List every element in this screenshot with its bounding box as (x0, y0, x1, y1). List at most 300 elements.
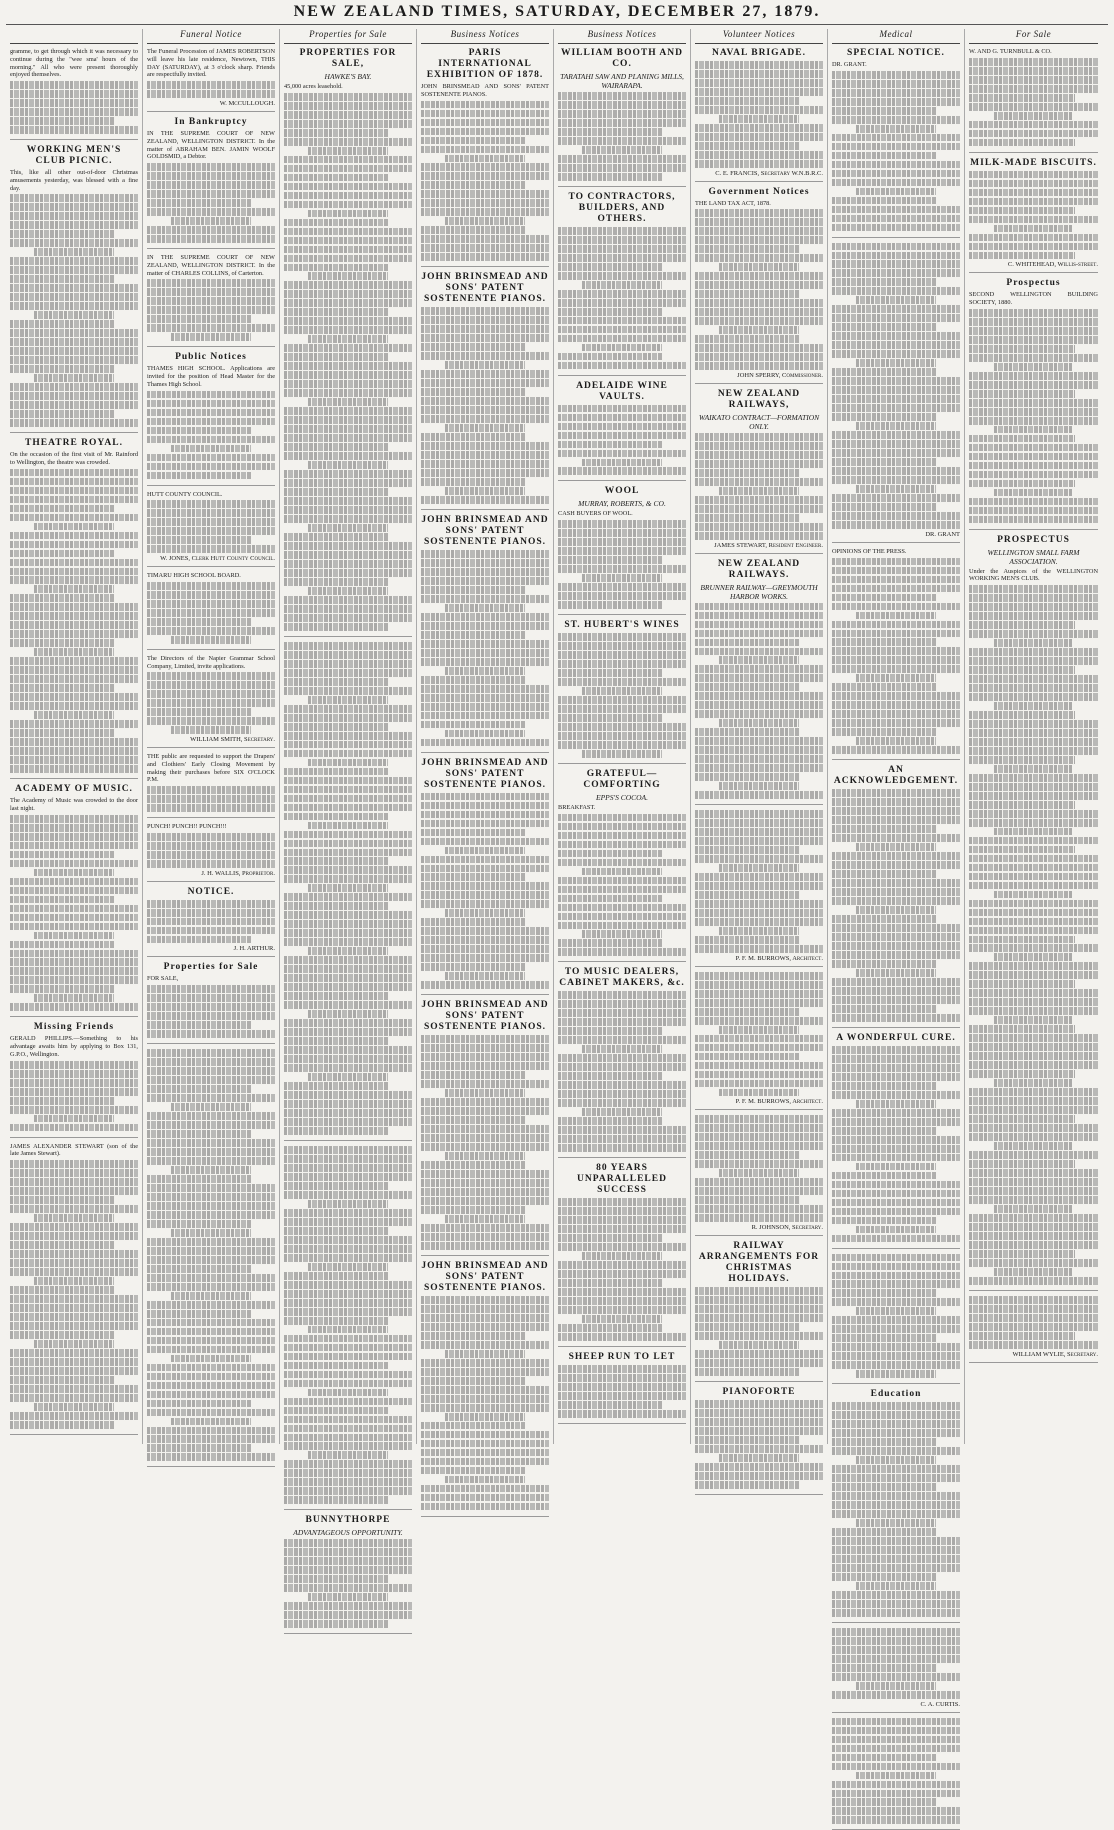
text-line (10, 923, 138, 931)
notice-signature: C. E. FRANCIS, Secretary W.N.B.R.C. (715, 169, 823, 177)
text-line (284, 542, 412, 550)
text-line (719, 326, 798, 334)
text-line (832, 1361, 960, 1369)
notice-signature: JAMES STEWART, Resident Engineer. (714, 541, 823, 549)
text-line (284, 1164, 412, 1172)
text-line (171, 1229, 250, 1237)
text-line (421, 900, 549, 908)
text-line (832, 1109, 960, 1117)
text-line (284, 425, 412, 433)
text-line (147, 1337, 275, 1345)
text-line (284, 1281, 412, 1289)
text-line (832, 1465, 960, 1473)
text-line (10, 738, 138, 746)
text-line (832, 1172, 937, 1180)
notice-fine-print (832, 243, 960, 529)
text-line (147, 1444, 252, 1452)
text-line (421, 415, 549, 423)
text-line (969, 819, 1098, 827)
text-line (308, 1073, 387, 1081)
text-line (832, 924, 960, 932)
notice-block (147, 352, 275, 485)
text-line (558, 1090, 686, 1098)
text-line (284, 515, 412, 523)
text-line (969, 1296, 1098, 1304)
text-line (171, 1418, 250, 1426)
column-1 (6, 29, 143, 1444)
notice-title: TO MUSIC DEALERS, CABINET MAKERS, &c. (559, 967, 685, 989)
text-line (10, 1232, 138, 1240)
text-line (695, 810, 823, 818)
notice-text: JOHN BRINSMEAD AND SONS' PATENT SOSTENENTE PIANOS. (421, 83, 549, 98)
text-line (147, 1310, 252, 1318)
notice-block (558, 1163, 686, 1347)
text-line (147, 1274, 275, 1282)
text-line (421, 1494, 549, 1502)
text-line (10, 1421, 115, 1429)
text-line (994, 363, 1074, 371)
text-line (421, 307, 549, 315)
text-line (284, 1155, 412, 1163)
text-line (284, 938, 412, 946)
notice-title: AN ACKNOWLEDGEMENT. (833, 765, 959, 787)
notice-signature: WILLIAM SMITH, Secretary. (190, 736, 275, 744)
text-line (10, 1205, 138, 1213)
text-line (421, 343, 526, 351)
text-line (832, 1492, 960, 1500)
text-line (558, 1018, 686, 1026)
text-line (969, 1250, 1075, 1258)
text-line (10, 230, 115, 238)
text-line (558, 1383, 686, 1391)
text-line (832, 960, 937, 968)
text-line (832, 915, 937, 923)
text-line (10, 621, 138, 629)
text-line (856, 612, 935, 620)
text-line (284, 362, 412, 370)
text-line (558, 939, 663, 947)
text-line (10, 532, 138, 540)
text-line (308, 822, 387, 830)
text-line (832, 1091, 960, 1099)
text-line (832, 567, 960, 575)
text-line (284, 875, 412, 883)
text-line (558, 1225, 686, 1233)
text-line (695, 1214, 823, 1222)
notice-fine-print (969, 309, 1098, 523)
text-line (832, 1254, 960, 1262)
text-line (695, 451, 823, 459)
text-line (994, 1016, 1074, 1024)
notice-block (10, 1022, 138, 1137)
text-line (421, 1053, 549, 1061)
text-line (147, 1085, 252, 1093)
text-line (695, 442, 823, 450)
text-line (284, 443, 389, 451)
notice-fine-print (147, 582, 275, 644)
text-line (969, 1124, 1098, 1132)
text-line (421, 981, 549, 989)
notice-title: Prospectus (1006, 278, 1061, 289)
text-line (695, 209, 823, 217)
text-line (969, 1277, 1098, 1285)
text-line (832, 638, 937, 646)
notice-signature: W. McCULLOUGH. (219, 99, 275, 107)
text-line (558, 1099, 686, 1107)
text-line (10, 1061, 138, 1069)
text-line (284, 1611, 412, 1619)
text-line (34, 932, 113, 940)
notice-title: Education (870, 1389, 922, 1400)
text-line (832, 1474, 960, 1482)
notice-fine-print (147, 279, 275, 341)
text-line (284, 849, 412, 857)
text-line (421, 640, 549, 648)
text-line (10, 302, 138, 310)
text-line (856, 359, 935, 367)
text-line (147, 1364, 275, 1372)
notice-block (10, 438, 138, 779)
text-line (10, 419, 138, 427)
notice-block (147, 572, 275, 650)
text-line (719, 263, 798, 271)
text-line (695, 773, 800, 781)
text-line (969, 58, 1098, 66)
notice-title: WORKING MEN'S CLUB PICNIC. (26, 145, 122, 167)
text-line (147, 1012, 275, 1020)
text-line (421, 945, 549, 953)
text-line (969, 693, 1098, 701)
text-line (421, 613, 549, 621)
text-line (832, 1325, 960, 1333)
text-line (695, 710, 823, 718)
notice-text: Under the Auspices of the WELLINGTON WORKING MEN'S CLUB. (969, 567, 1098, 583)
text-line (719, 864, 798, 872)
text-line (832, 585, 960, 593)
text-line (695, 79, 823, 87)
text-line (558, 92, 686, 100)
text-line (10, 729, 115, 737)
text-line (558, 841, 686, 849)
text-line (284, 326, 412, 334)
text-line (284, 434, 412, 442)
notice-fine-print (695, 810, 823, 953)
notice-fine-print (558, 814, 686, 957)
text-line (558, 556, 663, 564)
text-line (421, 927, 549, 935)
text-line (832, 1181, 960, 1189)
text-line (284, 201, 412, 209)
notice-fine-print (558, 991, 686, 1152)
notice-title: NEW ZEALAND RAILWAYS. (717, 558, 801, 580)
text-line (558, 714, 663, 722)
text-line (421, 721, 526, 729)
text-line (969, 453, 1098, 461)
text-line (695, 1008, 800, 1016)
text-line (421, 325, 549, 333)
text-line (421, 163, 549, 171)
text-line (147, 1094, 275, 1102)
text-line (147, 1121, 275, 1129)
text-line (832, 1298, 960, 1306)
text-line (284, 956, 412, 964)
text-line (695, 299, 823, 307)
text-line (421, 478, 526, 486)
text-line (558, 1306, 686, 1314)
text-line (969, 1007, 1098, 1015)
notice-fine-print (147, 833, 275, 868)
text-line (558, 741, 686, 749)
text-line (421, 226, 526, 234)
text-line (969, 1160, 1075, 1168)
text-line (147, 1030, 275, 1038)
notice-block (832, 48, 960, 238)
text-line (969, 1178, 1098, 1186)
text-line (308, 947, 387, 955)
notice-text: FOR SALE, (147, 975, 179, 983)
text-line (421, 649, 549, 657)
notice-text: On the occasion of the first visit of Mr. Rainford to Wellington, the theatre was crowded. (10, 451, 138, 466)
text-line (558, 1392, 686, 1400)
text-line (832, 287, 960, 295)
text-line (832, 1754, 937, 1762)
text-line (147, 1112, 275, 1120)
text-line (832, 134, 960, 142)
text-line (994, 953, 1074, 961)
text-line (421, 1404, 549, 1412)
text-line (832, 728, 937, 736)
notice-block (695, 48, 823, 182)
text-line (10, 684, 115, 692)
text-line (969, 612, 1098, 620)
text-line (969, 207, 1075, 215)
text-line (147, 454, 275, 462)
text-line (558, 101, 686, 109)
text-line (832, 996, 960, 1004)
text-line (421, 496, 549, 504)
text-line (147, 315, 252, 323)
text-line (147, 1184, 275, 1192)
text-line (969, 216, 1098, 224)
text-line (832, 1781, 960, 1789)
text-line (284, 983, 412, 991)
text-line (558, 877, 686, 885)
text-line (969, 936, 1075, 944)
text-line (832, 89, 960, 97)
text-line (421, 1431, 549, 1439)
text-line (284, 786, 412, 794)
text-line (10, 958, 138, 966)
text-line (558, 467, 686, 475)
text-line (147, 391, 275, 399)
text-line (10, 469, 138, 477)
text-line (832, 377, 960, 385)
text-line (695, 1151, 800, 1159)
text-line (832, 512, 960, 520)
text-line (421, 1359, 549, 1367)
notice-block (284, 48, 412, 637)
text-line (832, 576, 960, 584)
notice-block (147, 887, 275, 958)
text-line (284, 1091, 412, 1099)
text-line (719, 927, 798, 935)
text-line (421, 577, 549, 585)
text-line (695, 151, 823, 159)
text-line (445, 1152, 524, 1160)
text-line (969, 252, 1075, 260)
text-line (969, 336, 1098, 344)
notice-text: The Directors of the Napier Grammar School Company, Limited, invite applications. (147, 654, 275, 670)
notice-block (832, 765, 960, 1028)
text-line (10, 1250, 138, 1258)
text-line (421, 820, 549, 828)
text-line (832, 647, 960, 655)
text-line (284, 380, 412, 388)
text-line (421, 235, 549, 243)
text-line (969, 980, 1075, 988)
text-line (856, 1226, 935, 1234)
text-line (969, 648, 1098, 656)
text-line (558, 110, 686, 118)
text-line (147, 1247, 275, 1255)
text-line (284, 1109, 412, 1117)
text-line (10, 1331, 115, 1339)
text-line (147, 90, 275, 98)
text-line (695, 335, 800, 343)
notice-title: PROPERTIES FOR SALE, (299, 48, 397, 69)
text-line (147, 1265, 252, 1273)
text-line (34, 1115, 113, 1123)
text-line (832, 852, 960, 860)
text-line (421, 1458, 549, 1466)
text-line (10, 90, 138, 98)
text-line (10, 1394, 138, 1402)
text-line (10, 1178, 138, 1186)
text-line (284, 1442, 412, 1450)
text-line (10, 1358, 138, 1366)
text-line (147, 1391, 275, 1399)
notice-fine-print (147, 900, 275, 944)
notice-fine-print (969, 1296, 1098, 1349)
text-line (147, 591, 275, 599)
text-line (832, 1199, 960, 1207)
text-line (10, 747, 138, 755)
notice-text: PUNCH! PUNCH!! PUNCH!!! (147, 823, 227, 831)
notice-fine-print (421, 550, 549, 746)
text-line (558, 1063, 686, 1071)
text-line (832, 368, 937, 376)
notice-block (695, 559, 823, 806)
text-line (10, 1088, 138, 1096)
notice-fine-print (832, 1402, 960, 1616)
text-line (421, 739, 549, 747)
text-line (695, 737, 823, 745)
text-line (421, 199, 549, 207)
text-line (558, 254, 686, 262)
notice-subtitle: WELLINGTON SMALL FARM ASSOCIATION. (987, 547, 1080, 566)
text-line (994, 1268, 1074, 1276)
text-line (832, 1316, 960, 1324)
text-line (558, 1207, 686, 1215)
notice-fine-print (558, 1198, 686, 1341)
text-line (832, 1190, 960, 1198)
text-line (695, 674, 823, 682)
text-line (695, 97, 800, 105)
text-line (421, 1233, 549, 1241)
text-line (284, 1227, 389, 1235)
text-line (695, 1350, 823, 1358)
text-line (695, 1305, 823, 1313)
notice-fine-print (969, 171, 1098, 260)
text-line (969, 729, 1098, 737)
text-line (969, 1061, 1098, 1069)
text-line (856, 125, 935, 133)
text-line (695, 1436, 800, 1444)
text-line (445, 217, 524, 225)
text-line (832, 1136, 960, 1144)
text-line (695, 981, 823, 989)
notice-block (284, 1146, 412, 1510)
text-line (582, 750, 661, 758)
text-line (10, 1187, 138, 1195)
text-line (284, 219, 389, 227)
text-line (969, 1070, 1075, 1078)
text-line (284, 1335, 412, 1343)
notice-fine-print (284, 1146, 412, 1504)
text-line (284, 551, 412, 559)
text-line (10, 896, 115, 904)
text-line (10, 1169, 138, 1177)
text-line (421, 181, 526, 189)
text-line (695, 791, 823, 799)
text-line (856, 1163, 935, 1171)
text-line (969, 318, 1098, 326)
text-line (558, 1288, 686, 1296)
text-line (832, 683, 937, 691)
notice-block (421, 272, 549, 510)
text-line (10, 392, 138, 400)
text-line (10, 568, 138, 576)
text-line (969, 1241, 1098, 1249)
text-line (558, 137, 686, 145)
notice-fine-print (284, 1539, 412, 1628)
text-line (558, 1270, 686, 1278)
text-line (147, 1139, 275, 1147)
text-line (284, 768, 389, 776)
text-line (582, 459, 661, 467)
text-line (147, 681, 275, 689)
text-line (695, 1314, 823, 1322)
notice-fine-print (147, 500, 275, 553)
text-line (832, 107, 937, 115)
text-line (284, 1245, 412, 1253)
text-line (421, 873, 526, 881)
text-line (147, 279, 275, 287)
text-line (421, 253, 549, 261)
text-line (969, 621, 1075, 629)
text-line (969, 630, 1098, 638)
notice-text: SECOND WELLINGTON BUILDING SOCIETY, 1880. (969, 291, 1098, 307)
text-line (969, 354, 1098, 362)
text-line (284, 678, 389, 686)
text-line (284, 866, 412, 874)
text-line (284, 317, 412, 325)
text-line (10, 612, 138, 620)
text-line (832, 1073, 960, 1081)
text-line (832, 1055, 960, 1063)
text-line (832, 1447, 960, 1455)
text-line (34, 1403, 113, 1411)
